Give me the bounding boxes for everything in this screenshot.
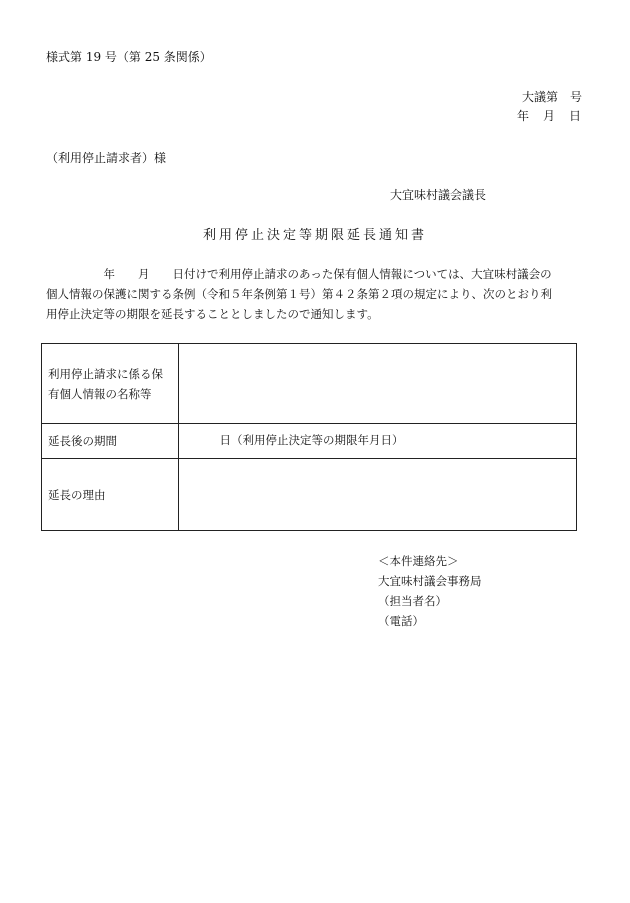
info-table [41, 343, 577, 531]
body-line: 年 月 日付けで利用停止請求のあった保有個人情報については、大宜味村議会の [46, 267, 552, 281]
extension-period-value: 日（利用停止決定等の期限年月日） [179, 424, 577, 459]
contact-heading: ＜本件連絡先＞ [378, 554, 459, 568]
contact-office: 大宜味村議会事務局 [378, 574, 482, 588]
table-row [42, 459, 577, 531]
contact-person: （担当者名） [378, 594, 447, 608]
contact-block [378, 551, 482, 631]
label-line: 有個人情報の名称等 [48, 386, 152, 401]
info-name-value [179, 344, 577, 424]
body-line: 個人情報の保護に関する条例（令和５年条例第１号）第４２条第２項の規定により、次のとおり利 [46, 287, 552, 301]
date-line: 年 月 日 [516, 109, 582, 123]
label-line: 利用停止請求に係る保 [48, 366, 163, 381]
sender: 大宜味村議会議長 [390, 188, 487, 202]
document-title: 利用停止決定等期限延長通知書 [202, 228, 427, 243]
body-line: 用停止決定等の期限を延長することとしましたので通知します。 [46, 307, 379, 321]
extension-period-label: 延長後の期間 [42, 424, 179, 459]
recipient: （利用停止請求者）様 [46, 151, 167, 165]
reference-number: 大議第 号 [521, 90, 582, 104]
contact-phone: （電話） [378, 614, 424, 628]
table-row [42, 424, 577, 459]
extension-reason-label: 延長の理由 [42, 459, 179, 531]
info-name-label [42, 344, 179, 424]
body-paragraph [46, 264, 586, 324]
extension-reason-value [179, 459, 577, 531]
form-number: 様式第 19 号（第 25 条関係） [46, 50, 212, 64]
table-row [42, 344, 577, 424]
